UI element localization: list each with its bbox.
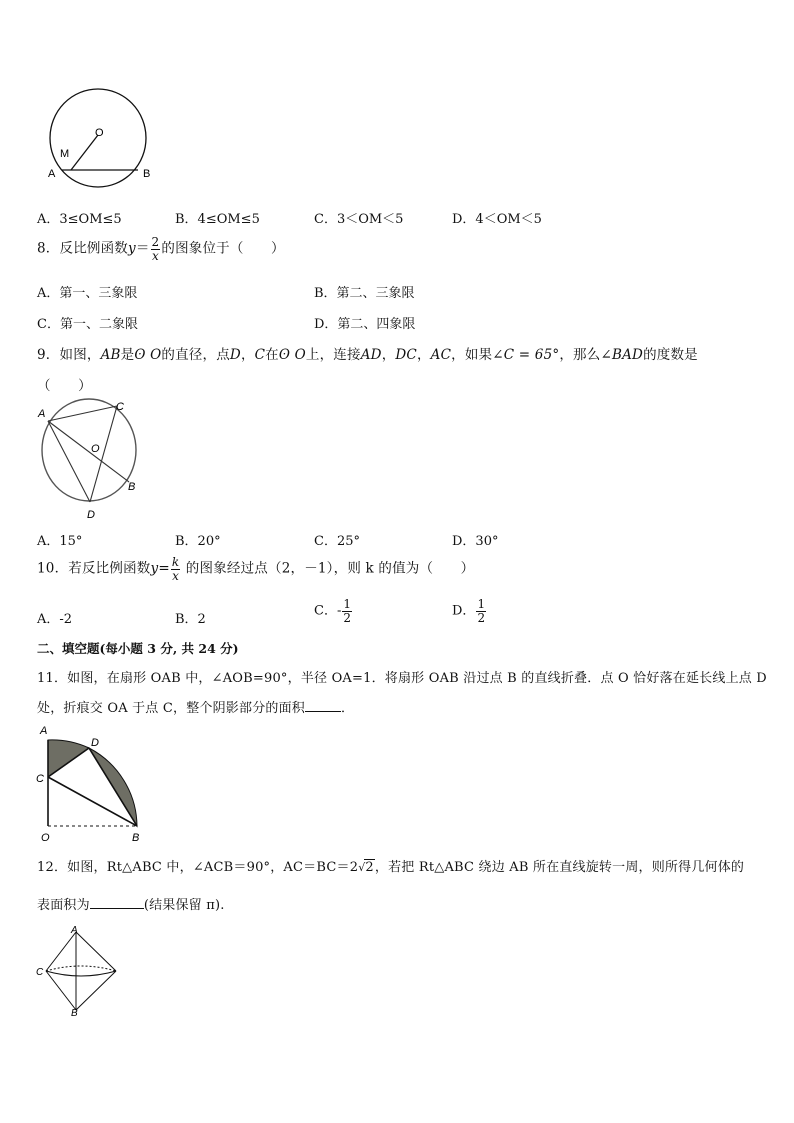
q9-figure (36, 396, 146, 522)
q9-label-b: B (128, 481, 136, 493)
q12-stem-line1: 12．如图，Rt△ABC 中，∠ACB＝90°，AC＝BC＝2√2，若把 Rt△ABC 绕边 AB 所在直线旋转一周，则所得几何体的 (37, 860, 745, 875)
q9-text: ， (381, 347, 396, 363)
q9-ab: AB (100, 347, 121, 363)
q9-option-a[interactable]: A．15° (37, 534, 83, 549)
q9-text: 9．如图， (37, 347, 101, 363)
q9-text: 在 (265, 347, 279, 363)
q11-label-d: D (91, 737, 99, 749)
q11-line2-text: 处，折痕交 OA 于点 C，整个阴影部分的面积 (37, 701, 305, 716)
q11-label-o: O (41, 832, 50, 844)
q10-prefix: 10．若反比例函数 (37, 560, 151, 577)
q9-d: D (229, 347, 241, 363)
q10-numerator: k (171, 555, 180, 569)
q9-option-b[interactable]: B．20° (175, 534, 221, 549)
q10-option-c[interactable] (314, 598, 353, 624)
q9-text: ， (240, 347, 255, 363)
q11-figure (34, 720, 154, 846)
q10-option-d-prefix: D． (452, 603, 476, 619)
q9-option-c[interactable]: C．25° (314, 534, 360, 549)
q11-label-c: C (36, 773, 44, 785)
q9-text: ，那么 (559, 347, 601, 363)
q9-angle-bad: ∠BAD (600, 347, 644, 363)
q9-text: 上，连接 (305, 347, 361, 363)
q7-segment-om (71, 135, 98, 170)
q9-line-ad (48, 421, 90, 502)
q8-y: y (128, 240, 136, 257)
q10-option-d-den: 2 (477, 610, 486, 625)
q10-option-c-den: 2 (343, 610, 351, 625)
q10-option-d-num: 1 (477, 597, 486, 611)
q12-label-a: A (71, 925, 78, 936)
q12-label-c: C (36, 967, 44, 978)
q9-option-d[interactable]: D．30° (452, 534, 499, 549)
q10-y: y (150, 560, 159, 577)
q9-ac: AC (430, 347, 452, 363)
q12-line2-b: (结果保留 π). (143, 898, 225, 913)
q10-option-b[interactable]: B．2 (175, 612, 206, 627)
q10-option-c-num: 1 (343, 597, 351, 611)
q12-edge-ae-top (76, 932, 116, 971)
q11-shade-left (48, 740, 89, 777)
q9-ad: AD (360, 347, 382, 363)
q9-circle-o: ʘ O (134, 347, 162, 363)
q8-stem (37, 236, 285, 262)
q12-edge-eb (76, 971, 116, 1010)
q12-base-ellipse-front (46, 971, 116, 976)
q12-line1-b: ，若把 Rt△ABC 绕边 AB 所在直线旋转一周，则所得几何体的 (374, 860, 745, 875)
q9-text: ， (416, 347, 431, 363)
q12-sqrt-coef: 2 (349, 860, 359, 875)
q8-denominator: x (151, 248, 159, 263)
q9-label-o: O (91, 443, 100, 455)
q8-fraction (151, 236, 161, 262)
q11-line2-end: ． (341, 701, 355, 716)
q8-prefix: 8．反比例函数 (37, 240, 128, 257)
q9-label-d: D (87, 509, 95, 521)
q10-suffix: 的图象经过点（2，－1），则 k 的值为（ ） (181, 560, 475, 577)
q9-label-a: A (38, 408, 46, 420)
q9-stem-line2: （ ） (37, 378, 92, 394)
q10-option-a[interactable]: A．-2 (37, 612, 73, 627)
q10-eq: = (158, 560, 170, 577)
q12-sqrt-radicand: 2 (365, 860, 374, 875)
q7-option-b[interactable]: B．4≤OM≤5 (175, 212, 260, 227)
q7-label-a: A (48, 168, 56, 180)
q7-option-a[interactable]: A．3≤OM≤5 (37, 212, 122, 227)
q7-figure (40, 84, 160, 190)
q8-option-d[interactable]: D．第二、四象限 (314, 317, 416, 332)
q7-label-o: O (95, 127, 104, 139)
q12-edge-cb (46, 971, 76, 1010)
q9-line-ac (48, 406, 117, 421)
q8-option-a[interactable]: A．第一、三象限 (37, 286, 138, 301)
q11-stem-line2 (37, 697, 354, 716)
q12-figure (34, 924, 124, 1018)
q8-suffix: 的图象位于（ ） (161, 240, 285, 257)
q9-label-c: C (116, 401, 124, 413)
section-title: 二、填空题(每小题 3 分, 共 24 分) (37, 641, 239, 656)
q12-stem-line2 (37, 894, 225, 913)
q9-dc: DC (395, 347, 417, 363)
q12-base-ellipse-back (46, 966, 116, 971)
q10-option-d[interactable] (452, 598, 487, 624)
q8-option-c[interactable]: C．第一、二象限 (37, 317, 138, 332)
q10-option-d-fraction (476, 598, 486, 624)
q11-label-a: A (40, 725, 48, 737)
q9-text: 的直径，点 (161, 347, 230, 363)
q9-circle (42, 399, 136, 501)
q11-line-db (89, 748, 137, 826)
q12-line2-a: 表面积为 (37, 898, 90, 913)
q12-answer-blank[interactable] (90, 895, 144, 909)
q8-eq: ＝ (135, 240, 150, 257)
q8-numerator: 2 (151, 235, 160, 249)
q9-text: ，如果 (451, 347, 493, 363)
q9-line-ab (48, 421, 129, 482)
q12-line1-a: 12．如图，Rt△ABC 中，∠ACB＝90°，AC＝BC＝ (37, 860, 350, 875)
q7-option-c[interactable]: C．3＜OM＜5 (314, 212, 404, 227)
q10-option-c-prefix: C．- (314, 603, 342, 619)
q11-stem-line1: 11．如图，在扇形 OAB 中，∠AOB=90°，半径 OA=1．将扇形 OAB 沿过点 B 的直线折叠．点 O 恰好落在延长线上点 D (37, 671, 767, 686)
q10-option-c-fraction (342, 598, 352, 624)
q9-angle-c: ∠C = 65° (492, 347, 560, 363)
q9-stem-line1 (37, 343, 698, 363)
q9-text: 是 (120, 347, 135, 363)
q9-text: 的度数是 (643, 347, 698, 363)
q7-label-m: M (60, 148, 70, 160)
q7-label-b: B (143, 168, 151, 180)
q12-label-b: B (71, 1008, 78, 1018)
q9-c: C (254, 347, 266, 363)
q9-circle-o: ʘ O (278, 347, 306, 363)
q10-fraction (171, 556, 180, 582)
q8-option-b[interactable]: B．第二、三象限 (314, 286, 415, 301)
q7-option-d[interactable]: D．4＜OM＜5 (452, 212, 542, 227)
q11-answer-blank[interactable] (305, 698, 341, 712)
q10-stem (37, 556, 474, 582)
q11-label-b: B (132, 832, 140, 844)
q10-denominator: x (172, 568, 180, 583)
q12-edge-ac-top (46, 932, 76, 971)
